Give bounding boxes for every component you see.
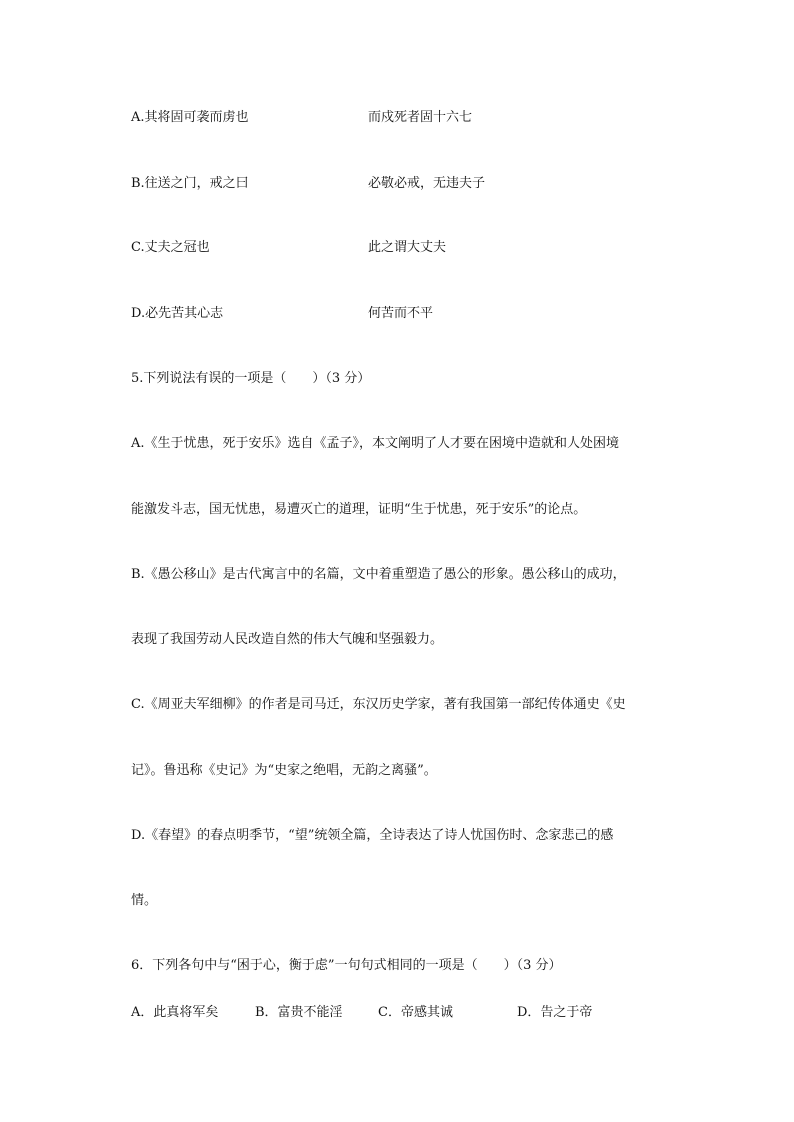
q5-line-2: 能激发斗志，国无忧患，易遭灭亡的道理，证明“生于忧患，死于安乐”的论点。 — [131, 502, 587, 517]
q5-stem: 5.下列说法有误的一项是（ ）（3 分） — [131, 371, 371, 386]
q5-line-3: B.《愚公移山》是古代寓言中的名篇，文中着重塑造了愚公的形象。愚公移山的成功， — [131, 567, 626, 582]
q4-option-c-right: 此之谓大丈夫 — [368, 240, 447, 255]
q6-option-a: A．此真将军矣 — [131, 1005, 219, 1020]
q5-line-4: 表现了我国劳动人民改造自然的伟大气魄和坚强毅力。 — [131, 632, 444, 647]
q6-option-d: D．告之于帝 — [517, 1005, 593, 1020]
q5-line-8: 情。 — [131, 893, 158, 908]
q5-line-6: 记》。鲁迅称《史记》为“史家之绝唱，无韵之离骚”。 — [131, 763, 437, 778]
q4-option-d-left: D.必先苦其心志 — [131, 306, 224, 321]
q6-option-c: C．帝感其诚 — [378, 1005, 453, 1020]
q4-option-b-left: B.往送之门，戒之曰 — [131, 176, 249, 191]
q4-option-c-left: C.丈夫之冠也 — [131, 240, 210, 255]
q4-option-a-left: A.其将固可袭而虏也 — [131, 110, 249, 125]
q4-option-d-right: 何苦而不平 — [368, 306, 434, 321]
q6-option-b: B．富贵不能淫 — [255, 1005, 343, 1020]
q5-line-5: C.《周亚夫军细柳》的作者是司马迁，东汉历史学家，著有我国第一部纪传体通史《史 — [131, 697, 626, 712]
q4-option-a-right: 而戍死者固十六七 — [368, 110, 473, 125]
q5-line-1: A.《生于忧患，死于安乐》选自《孟子》，本文阐明了人才要在困境中造就和人处困境 — [131, 436, 620, 451]
q6-stem: 6．下列各句中与“困于心，衡于虑”一句句式相同的一项是（ ）（3 分） — [131, 958, 562, 973]
q5-line-7: D.《春望》的春点明季节，“望”统领全篇，全诗表达了诗人忧国伤时、念家悲己的感 — [131, 828, 614, 843]
q4-option-b-right: 必敬必戒，无违夫子 — [368, 176, 486, 191]
